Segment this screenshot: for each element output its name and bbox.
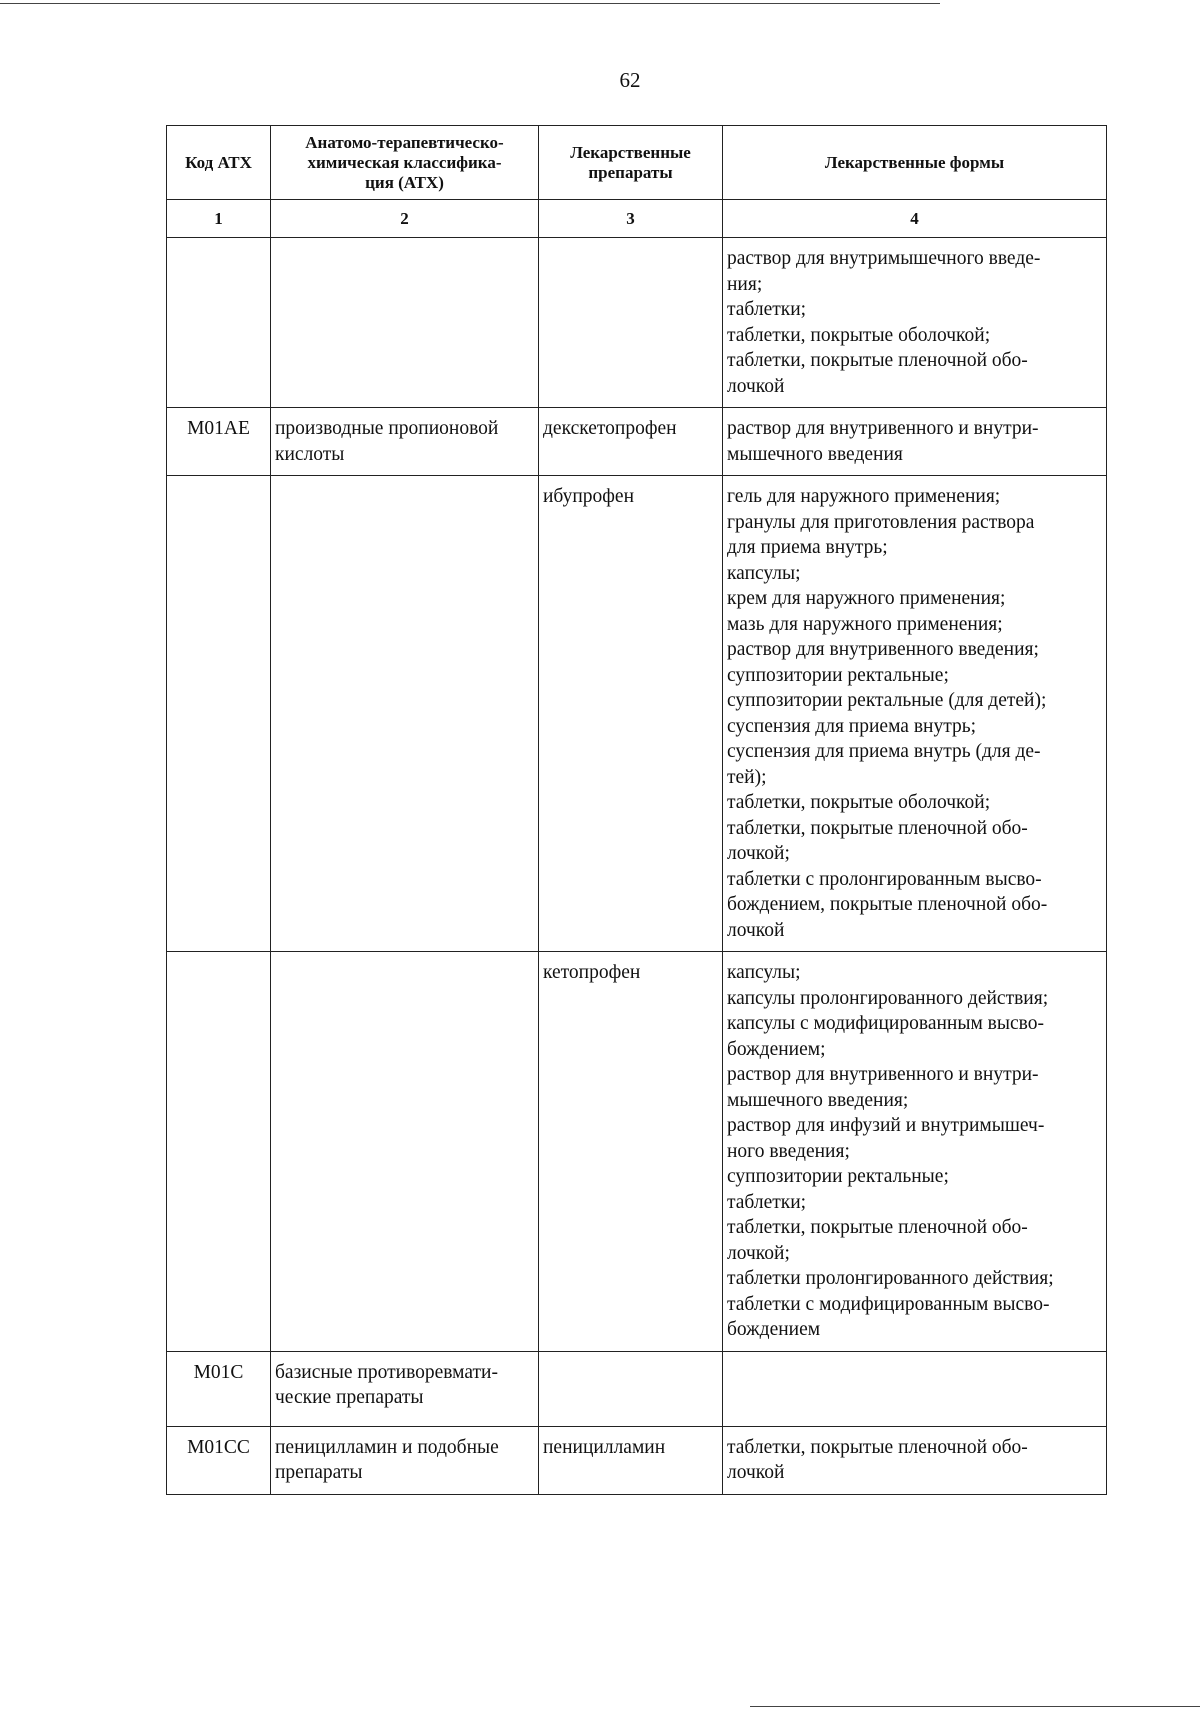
classification-cell (271, 476, 539, 952)
header-line: ция (АТХ) (365, 172, 444, 192)
classification-line: пеницилламин и подобные (275, 1436, 499, 1458)
dosage-form-line: гранулы для приготовления раствора (727, 511, 1035, 533)
dosage-form-line: лочкой; (727, 1242, 790, 1264)
dosage-form-line: раствор для внутривенного и внутри- (727, 418, 1039, 439)
dosage-form-line: таблетки с модифицированным высво- (727, 1293, 1050, 1315)
atx-code-cell: M01AE (167, 408, 271, 476)
header-line: Анатомо-терапевтическо- (305, 132, 504, 152)
header-dosage-forms (723, 126, 1107, 200)
header-line: препараты (588, 162, 673, 182)
classification-cell (271, 408, 539, 476)
dosage-forms-cell (723, 1426, 1107, 1494)
header-line: Код АТХ (185, 152, 252, 172)
classification-cell (271, 1351, 539, 1426)
drug-name-cell: ибупрофен (539, 476, 723, 952)
dosage-form-line: таблетки, покрытые пленочной обо- (727, 817, 1028, 839)
dosage-form-line: ния; (727, 273, 763, 295)
drug-name-cell: пеницилламин (539, 1426, 723, 1494)
dosage-form-line: капсулы; (727, 562, 801, 584)
dosage-form-line: гель для наружного применения; (727, 486, 1001, 507)
dosage-form-line: таблетки с пролонгированным высво- (727, 868, 1042, 890)
atx-code-cell (167, 952, 271, 1352)
dosage-form-line: суппозитории ректальные; (727, 664, 949, 686)
dosage-form-line: суппозитории ректальные; (727, 1166, 949, 1187)
page-number: 62 (619, 68, 641, 92)
dosage-form-line: бождением, покрытые пленочной обо- (727, 894, 1048, 915)
classification-line: кислоты (275, 443, 345, 465)
classification-cell (271, 238, 539, 408)
dosage-forms-cell (723, 952, 1107, 1352)
dosage-forms-cell (723, 408, 1107, 476)
column-number: 3 (539, 200, 723, 238)
classification-line: базисные противоревмати- (275, 1361, 498, 1383)
dosage-form-line: капсулы пролонгированного действия; (727, 987, 1049, 1009)
table-row (167, 476, 1107, 952)
dosage-form-line: лочкой (727, 375, 785, 397)
dosage-form-line: мазь для наружного применения; (727, 613, 1003, 635)
dosage-form-line: таблетки, покрытые пленочной обо- (727, 1217, 1028, 1238)
dosage-form-line: таблетки, покрытые оболочкой; (727, 792, 991, 813)
header-atx-classification (271, 126, 539, 200)
drug-name-cell (539, 238, 723, 408)
dosage-form-line: таблетки; (727, 1191, 807, 1213)
dosage-form-line: капсулы; (727, 962, 801, 983)
dosage-form-line: бождением (727, 1319, 821, 1340)
scan-top-edge-line (0, 3, 940, 4)
dosage-form-line: раствор для внутривенного и внутри- (727, 1064, 1039, 1085)
drug-name-cell: декскетопрофен (539, 408, 723, 476)
dosage-form-line: мышечного введения; (727, 1089, 909, 1111)
dosage-form-line: таблетки пролонгированного действия; (727, 1268, 1054, 1289)
table-row (167, 952, 1107, 1352)
drug-name-cell: кетопрофен (539, 952, 723, 1352)
dosage-form-line: лочкой (727, 1462, 785, 1483)
table-row (167, 1351, 1107, 1426)
table-header-row (167, 126, 1107, 200)
column-number: 1 (167, 200, 271, 238)
table-row (167, 408, 1107, 476)
classification-line: производные пропионовой (275, 418, 499, 439)
scan-bottom-edge-line (750, 1706, 1200, 1707)
table-row (167, 1426, 1107, 1494)
dosage-form-line: таблетки, покрытые пленочной обо- (727, 350, 1028, 371)
classification-cell (271, 1426, 539, 1494)
classification-line: ческие препараты (275, 1387, 424, 1408)
dosage-form-line: крем для наружного применения; (727, 588, 1006, 609)
dosage-forms-cell (723, 238, 1107, 408)
dosage-form-line: тей); (727, 766, 767, 788)
dosage-forms-cell (723, 1351, 1107, 1426)
dosage-form-line: капсулы с модифицированным высво- (727, 1013, 1044, 1034)
header-line: Лекарственные (570, 142, 691, 162)
classification-line: препараты (275, 1462, 363, 1483)
header-atx-code (167, 126, 271, 200)
header-drugs (539, 126, 723, 200)
dosage-form-line: таблетки; (727, 299, 807, 320)
atx-code-cell (167, 476, 271, 952)
dosage-form-line: таблетки, покрытые оболочкой; (727, 324, 991, 346)
dosage-form-line: мышечного введения (727, 443, 903, 465)
dosage-form-line: лочкой; (727, 843, 790, 864)
drug-name-cell (539, 1351, 723, 1426)
header-line: химическая классифика- (307, 152, 502, 172)
dosage-form-line: раствор для внутримышечного введе- (727, 248, 1041, 269)
column-number-row (167, 200, 1107, 238)
classification-cell (271, 952, 539, 1352)
dosage-form-line: ного введения; (727, 1140, 850, 1162)
atx-code-cell: M01CC (167, 1426, 271, 1494)
header-line: Лекарственные формы (824, 152, 1005, 172)
atx-code-cell: M01C (167, 1351, 271, 1426)
atx-table (166, 125, 1107, 1495)
column-number: 4 (723, 200, 1107, 238)
dosage-form-line: таблетки, покрытые пленочной обо- (727, 1436, 1028, 1458)
dosage-form-line: суспензия для приема внутрь; (727, 715, 977, 737)
dosage-forms-cell (723, 476, 1107, 952)
table-row (167, 238, 1107, 408)
column-number: 2 (271, 200, 539, 238)
atx-code-cell (167, 238, 271, 408)
dosage-form-line: лочкой (727, 919, 785, 941)
dosage-form-line: для приема внутрь; (727, 537, 888, 558)
table-body (167, 238, 1107, 1495)
dosage-form-line: раствор для внутривенного введения; (727, 639, 1039, 660)
dosage-form-line: бождением; (727, 1038, 826, 1060)
dosage-form-line: суппозитории ректальные (для детей); (727, 690, 1047, 711)
dosage-form-line: раствор для инфузий и внутримышеч- (727, 1115, 1045, 1136)
dosage-form-line: суспензия для приема внутрь (для де- (727, 741, 1041, 762)
